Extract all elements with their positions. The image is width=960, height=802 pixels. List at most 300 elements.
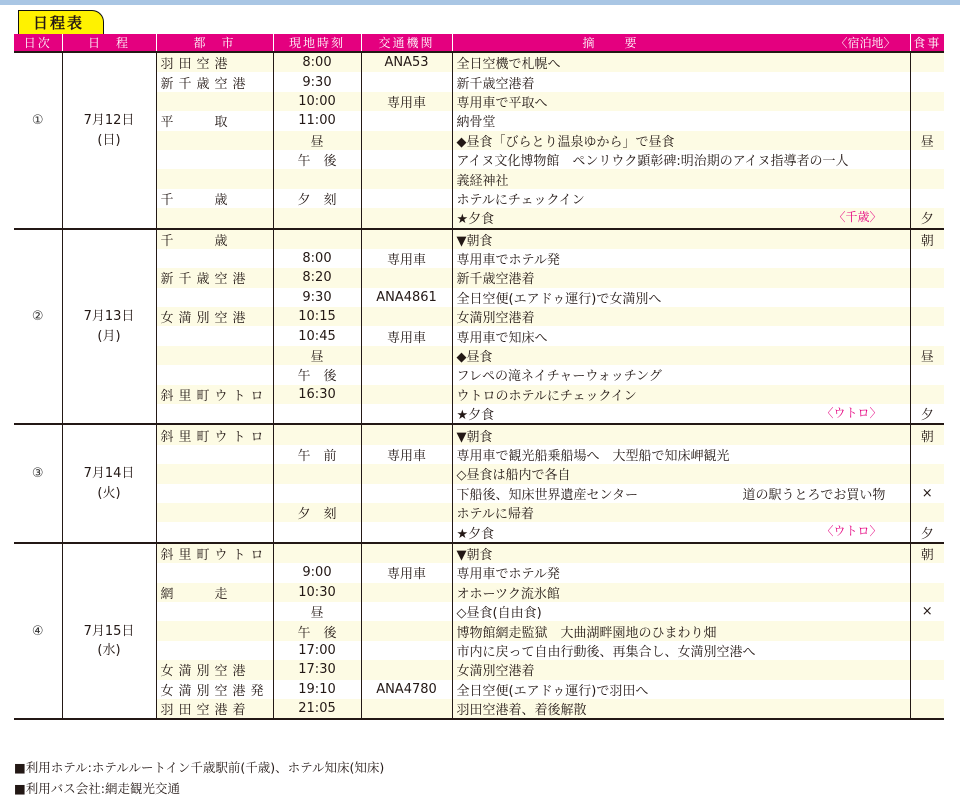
date-cell bbox=[62, 169, 156, 188]
meal-cell: × bbox=[910, 602, 944, 621]
day-number bbox=[14, 404, 62, 424]
transport-cell bbox=[361, 111, 452, 130]
transport-cell: 専用車 bbox=[361, 249, 452, 268]
summary-cell bbox=[452, 464, 910, 483]
date-cell bbox=[62, 229, 156, 249]
transport-cell bbox=[361, 385, 452, 404]
summary-cell bbox=[452, 385, 910, 404]
date-cell bbox=[62, 424, 156, 444]
city-cell: 羽田空港着 bbox=[156, 699, 273, 719]
table-row bbox=[14, 543, 944, 563]
date-cell: 7月13日 bbox=[62, 307, 156, 326]
meal-cell: 朝 bbox=[910, 424, 944, 444]
table-row bbox=[14, 563, 944, 582]
header-meal: 食事 bbox=[910, 34, 944, 52]
day-number bbox=[14, 680, 62, 699]
city-cell bbox=[156, 150, 273, 169]
table-row bbox=[14, 660, 944, 679]
date-cell bbox=[62, 583, 156, 602]
header-city: 都 市 bbox=[156, 34, 273, 52]
summary-text: ◇昼食は船内で各自 bbox=[456, 468, 571, 484]
day-number bbox=[14, 92, 62, 111]
time-cell bbox=[273, 424, 361, 444]
time-cell bbox=[273, 404, 361, 424]
summary-cell bbox=[452, 268, 910, 287]
summary-text: 義経神社 bbox=[456, 173, 509, 189]
transport-cell: ANA4861 bbox=[361, 288, 452, 307]
time-cell: 8:20 bbox=[273, 268, 361, 287]
date-cell bbox=[62, 208, 156, 228]
day-number bbox=[14, 169, 62, 188]
day-number bbox=[14, 424, 62, 444]
summary-text: アイヌ文化博物館 ペンリウク顕彰碑:明治期のアイヌ指導者の一人 bbox=[456, 154, 849, 170]
transport-cell bbox=[361, 346, 452, 365]
table-row bbox=[14, 72, 944, 91]
time-cell: 昼 bbox=[273, 131, 361, 150]
transport-cell bbox=[361, 150, 452, 169]
meal-cell: 夕 bbox=[910, 404, 944, 424]
meal-cell: 夕 bbox=[910, 208, 944, 228]
transport-cell bbox=[361, 131, 452, 150]
summary-cell bbox=[452, 346, 910, 365]
meal-cell: 昼 bbox=[910, 346, 944, 365]
time-cell: 夕 刻 bbox=[273, 189, 361, 208]
transport-cell bbox=[361, 268, 452, 287]
lodging-label: 〈ウトロ〉 bbox=[821, 406, 882, 421]
summary-text: ホテルに帰着 bbox=[456, 507, 534, 523]
summary-text: 女満別空港着 bbox=[456, 311, 535, 327]
summary-cell bbox=[452, 189, 910, 208]
summary-text: ★夕食 bbox=[456, 408, 495, 424]
summary-text: ウトロのホテルにチェックイン bbox=[456, 388, 637, 404]
table-row bbox=[14, 52, 944, 72]
day-number bbox=[14, 543, 62, 563]
date-cell bbox=[62, 699, 156, 719]
summary-text: 全日空便(エアドゥ運行)で羽田へ bbox=[456, 683, 649, 699]
date-cell bbox=[62, 660, 156, 679]
date-cell: (日) bbox=[62, 131, 156, 150]
day-number bbox=[14, 288, 62, 307]
day-number bbox=[14, 208, 62, 228]
schedule-table bbox=[14, 34, 944, 720]
summary-cell bbox=[452, 563, 910, 582]
transport-cell: 専用車 bbox=[361, 92, 452, 111]
date-cell: 7月14日 bbox=[62, 464, 156, 483]
day-number bbox=[14, 326, 62, 345]
meal-cell bbox=[910, 52, 944, 72]
transport-cell bbox=[361, 365, 452, 384]
summary-cell bbox=[452, 424, 910, 444]
time-cell: 昼 bbox=[273, 346, 361, 365]
day-number bbox=[14, 699, 62, 719]
date-cell: 7月15日 bbox=[62, 621, 156, 640]
schedule-title: 日程表 bbox=[18, 10, 104, 34]
city-cell bbox=[156, 288, 273, 307]
time-cell bbox=[273, 464, 361, 483]
summary-cell bbox=[452, 680, 910, 699]
transport-cell bbox=[361, 699, 452, 719]
city-cell: 網 走 bbox=[156, 583, 273, 602]
summary-text: 専用車でホテル発 bbox=[456, 567, 560, 583]
city-cell bbox=[156, 404, 273, 424]
summary-cell bbox=[452, 307, 910, 326]
transport-cell: 専用車 bbox=[361, 563, 452, 582]
day-number bbox=[14, 641, 62, 660]
transport-cell bbox=[361, 307, 452, 326]
city-cell bbox=[156, 326, 273, 345]
summary-text: 市内に戻って自由行動後、再集合し、女満別空港へ bbox=[456, 644, 756, 660]
table-row bbox=[14, 268, 944, 287]
city-cell: 千 歳 bbox=[156, 229, 273, 249]
summary-text: オホーツク流氷館 bbox=[456, 586, 560, 602]
time-cell: 9:30 bbox=[273, 72, 361, 91]
summary-text: 新千歳空港着 bbox=[456, 272, 535, 288]
meal-cell bbox=[910, 385, 944, 404]
date-cell bbox=[62, 268, 156, 287]
day-block bbox=[14, 52, 944, 229]
date-cell: (水) bbox=[62, 641, 156, 660]
summary-cell bbox=[452, 365, 910, 384]
summary-text: 新千歳空港着 bbox=[456, 76, 535, 92]
transport-cell bbox=[361, 602, 452, 621]
meal-cell bbox=[910, 699, 944, 719]
transport-cell bbox=[361, 72, 452, 91]
meal-cell bbox=[910, 583, 944, 602]
date-cell bbox=[62, 543, 156, 563]
summary-text: 専用車で平取へ bbox=[456, 95, 548, 111]
header-lodging: 〈宿泊地〉 bbox=[835, 36, 896, 50]
time-cell: 10:45 bbox=[273, 326, 361, 345]
date-cell bbox=[62, 522, 156, 542]
summary-text: ◇昼食(自由食) bbox=[456, 606, 542, 622]
table-row bbox=[14, 621, 944, 640]
meal-cell: 昼 bbox=[910, 131, 944, 150]
date-cell bbox=[62, 52, 156, 72]
meal-cell bbox=[910, 445, 944, 464]
summary-cell bbox=[452, 288, 910, 307]
date-cell: 7月12日 bbox=[62, 111, 156, 130]
table-row bbox=[14, 680, 944, 699]
summary-cell bbox=[452, 660, 910, 679]
day-number bbox=[14, 150, 62, 169]
table-row bbox=[14, 288, 944, 307]
summary-text: ◆昼食「びらとり温泉ゆから」で昼食 bbox=[456, 134, 675, 150]
summary-text: ▼朝食 bbox=[456, 547, 493, 563]
note-hotels: ■利用ホテル:ホテルルートイン千歳駅前(千歳)、ホテル知床(知床) bbox=[14, 760, 385, 775]
summary-cell bbox=[452, 621, 910, 640]
summary-cell bbox=[452, 150, 910, 169]
table-row bbox=[14, 365, 944, 384]
meal-cell bbox=[910, 365, 944, 384]
meal-cell bbox=[910, 660, 944, 679]
city-cell bbox=[156, 641, 273, 660]
table-row bbox=[14, 424, 944, 444]
summary-cell bbox=[452, 208, 910, 228]
transport-cell bbox=[361, 424, 452, 444]
meal-cell bbox=[910, 621, 944, 640]
table-row bbox=[14, 484, 944, 503]
city-cell bbox=[156, 346, 273, 365]
date-cell bbox=[62, 150, 156, 169]
day-number bbox=[14, 249, 62, 268]
summary-cell bbox=[452, 111, 910, 130]
day-number bbox=[14, 52, 62, 72]
city-cell: 新千歳空港 bbox=[156, 72, 273, 91]
day-block bbox=[14, 424, 944, 542]
date-cell bbox=[62, 92, 156, 111]
summary-text: ホテルにチェックイン bbox=[456, 192, 585, 208]
date-cell bbox=[62, 346, 156, 365]
city-cell: 千 歳 bbox=[156, 189, 273, 208]
transport-cell bbox=[361, 464, 452, 483]
meal-cell bbox=[910, 150, 944, 169]
transport-cell: ANA4780 bbox=[361, 680, 452, 699]
day-number: ① bbox=[14, 111, 62, 130]
day-number bbox=[14, 131, 62, 150]
meal-cell bbox=[910, 307, 944, 326]
time-cell: 10:00 bbox=[273, 92, 361, 111]
time-cell: 10:30 bbox=[273, 583, 361, 602]
time-cell: 午 後 bbox=[273, 365, 361, 384]
city-cell bbox=[156, 445, 273, 464]
summary-extra: 道の駅うとろでお買い物 bbox=[742, 487, 886, 503]
time-cell: 午 後 bbox=[273, 150, 361, 169]
city-cell: 斜里町ウトロ bbox=[156, 385, 273, 404]
summary-cell bbox=[452, 522, 910, 542]
summary-text: 納骨堂 bbox=[456, 115, 496, 131]
day-number bbox=[14, 229, 62, 249]
summary-cell bbox=[452, 602, 910, 621]
lodging-label: 〈千歳〉 bbox=[833, 210, 882, 225]
summary-cell bbox=[452, 699, 910, 719]
time-cell: 11:00 bbox=[273, 111, 361, 130]
city-cell: 斜里町ウトロ bbox=[156, 543, 273, 563]
table-row bbox=[14, 699, 944, 719]
date-cell bbox=[62, 563, 156, 582]
meal-cell: 夕 bbox=[910, 522, 944, 542]
date-cell bbox=[62, 288, 156, 307]
table-row bbox=[14, 464, 944, 483]
city-cell bbox=[156, 563, 273, 582]
time-cell: 17:30 bbox=[273, 660, 361, 679]
table-row bbox=[14, 385, 944, 404]
city-cell: 女満別空港 bbox=[156, 660, 273, 679]
summary-cell bbox=[452, 543, 910, 563]
time-cell bbox=[273, 522, 361, 542]
meal-cell bbox=[910, 169, 944, 188]
city-cell: 新千歳空港 bbox=[156, 268, 273, 287]
day-number bbox=[14, 563, 62, 582]
city-cell bbox=[156, 131, 273, 150]
transport-cell bbox=[361, 169, 452, 188]
city-cell bbox=[156, 92, 273, 111]
summary-text: ▼朝食 bbox=[456, 233, 493, 249]
city-cell bbox=[156, 249, 273, 268]
summary-text: ★夕食 bbox=[456, 526, 495, 542]
table-row bbox=[14, 92, 944, 111]
transport-cell bbox=[361, 522, 452, 542]
day-number bbox=[14, 583, 62, 602]
header-transport: 交通機関 bbox=[361, 34, 452, 52]
time-cell: 19:10 bbox=[273, 680, 361, 699]
city-cell bbox=[156, 169, 273, 188]
table-row bbox=[14, 189, 944, 208]
date-cell bbox=[62, 602, 156, 621]
date-cell bbox=[62, 365, 156, 384]
city-cell: 女満別空港発 bbox=[156, 680, 273, 699]
summary-cell bbox=[452, 641, 910, 660]
day-block bbox=[14, 543, 944, 720]
summary-cell bbox=[452, 503, 910, 522]
date-cell bbox=[62, 249, 156, 268]
day-number bbox=[14, 602, 62, 621]
table-row bbox=[14, 326, 944, 345]
day-number: ③ bbox=[14, 464, 62, 483]
transport-cell bbox=[361, 660, 452, 679]
summary-text: 羽田空港着、着後解散 bbox=[456, 703, 587, 719]
summary-cell bbox=[452, 249, 910, 268]
table-row bbox=[14, 641, 944, 660]
day-number bbox=[14, 268, 62, 287]
transport-cell bbox=[361, 484, 452, 503]
time-cell: 午 前 bbox=[273, 445, 361, 464]
transport-cell bbox=[361, 208, 452, 228]
date-cell bbox=[62, 445, 156, 464]
meal-cell: 朝 bbox=[910, 229, 944, 249]
time-cell: 8:00 bbox=[273, 249, 361, 268]
date-cell bbox=[62, 72, 156, 91]
transport-cell bbox=[361, 641, 452, 660]
meal-cell: × bbox=[910, 484, 944, 503]
city-cell bbox=[156, 522, 273, 542]
day-number bbox=[14, 385, 62, 404]
transport-cell bbox=[361, 404, 452, 424]
transport-cell bbox=[361, 503, 452, 522]
time-cell: 8:00 bbox=[273, 52, 361, 72]
summary-cell bbox=[452, 169, 910, 188]
summary-text: 専用車でホテル発 bbox=[456, 253, 560, 269]
table-row bbox=[14, 150, 944, 169]
time-cell bbox=[273, 208, 361, 228]
city-cell bbox=[156, 503, 273, 522]
transport-cell: ANA53 bbox=[361, 52, 452, 72]
time-cell: 16:30 bbox=[273, 385, 361, 404]
summary-cell bbox=[452, 92, 910, 111]
table-row bbox=[14, 404, 944, 424]
table-row bbox=[14, 229, 944, 249]
summary-cell bbox=[452, 583, 910, 602]
meal-cell bbox=[910, 326, 944, 345]
summary-text: 専用車で観光船乗船場へ 大型船で知床岬観光 bbox=[456, 449, 730, 464]
time-cell: 9:00 bbox=[273, 563, 361, 582]
table-header-row bbox=[14, 34, 944, 52]
transport-cell bbox=[361, 229, 452, 249]
city-cell bbox=[156, 464, 273, 483]
city-cell bbox=[156, 484, 273, 503]
summary-text: フレペの滝ネイチャーウォッチング bbox=[456, 369, 662, 385]
table-row bbox=[14, 583, 944, 602]
table-row bbox=[14, 522, 944, 542]
day-number bbox=[14, 365, 62, 384]
date-cell bbox=[62, 503, 156, 522]
city-cell: 平 取 bbox=[156, 111, 273, 130]
day-number: ④ bbox=[14, 621, 62, 640]
meal-cell bbox=[910, 72, 944, 91]
table-row bbox=[14, 111, 944, 130]
date-cell bbox=[62, 680, 156, 699]
meal-cell bbox=[910, 92, 944, 111]
summary-text: 専用車で知床へ bbox=[456, 330, 548, 346]
table-row bbox=[14, 131, 944, 150]
time-cell: 昼 bbox=[273, 602, 361, 621]
table-row bbox=[14, 208, 944, 228]
day-block bbox=[14, 229, 944, 425]
day-number bbox=[14, 445, 62, 464]
time-cell: 9:30 bbox=[273, 288, 361, 307]
time-cell: 21:05 bbox=[273, 699, 361, 719]
summary-text: 全日空機で札幌へ bbox=[456, 57, 561, 73]
transport-cell: 専用車 bbox=[361, 326, 452, 345]
date-cell: (月) bbox=[62, 326, 156, 345]
summary-cell bbox=[452, 131, 910, 150]
table-row bbox=[14, 445, 944, 464]
summary-cell bbox=[452, 484, 910, 503]
table-row bbox=[14, 249, 944, 268]
transport-cell bbox=[361, 189, 452, 208]
header-day: 日次 bbox=[14, 34, 62, 52]
summary-cell bbox=[452, 445, 910, 464]
time-cell: 夕 刻 bbox=[273, 503, 361, 522]
date-cell bbox=[62, 385, 156, 404]
time-cell: 午 後 bbox=[273, 621, 361, 640]
day-number bbox=[14, 660, 62, 679]
summary-cell bbox=[452, 52, 910, 72]
meal-cell bbox=[910, 288, 944, 307]
summary-text: 下船後、知床世界遺産センター bbox=[456, 487, 638, 503]
day-number bbox=[14, 189, 62, 208]
day-number bbox=[14, 503, 62, 522]
meal-cell bbox=[910, 268, 944, 287]
summary-cell bbox=[452, 404, 910, 424]
city-cell: 羽田空港 bbox=[156, 52, 273, 72]
city-cell: 女満別空港 bbox=[156, 307, 273, 326]
table-row bbox=[14, 602, 944, 621]
date-cell bbox=[62, 189, 156, 208]
meal-cell bbox=[910, 111, 944, 130]
day-number: ② bbox=[14, 307, 62, 326]
transport-cell bbox=[361, 543, 452, 563]
table-row bbox=[14, 307, 944, 326]
day-number bbox=[14, 346, 62, 365]
summary-text: ★夕食 bbox=[456, 212, 495, 228]
header-date: 日 程 bbox=[62, 34, 156, 52]
lodging-label: 〈ウトロ〉 bbox=[821, 524, 882, 539]
notes bbox=[14, 757, 384, 799]
transport-cell: 専用車 bbox=[361, 445, 452, 464]
summary-text: 博物館網走監獄 大曲湖畔園地のひまわり畑 bbox=[456, 625, 717, 641]
time-cell bbox=[273, 229, 361, 249]
meal-cell: 朝 bbox=[910, 543, 944, 563]
meal-cell bbox=[910, 563, 944, 582]
summary-text: 女満別空港着 bbox=[456, 664, 535, 680]
summary-cell bbox=[452, 326, 910, 345]
transport-cell bbox=[361, 621, 452, 640]
summary-text: ▼朝食 bbox=[456, 429, 493, 445]
time-cell: 10:15 bbox=[273, 307, 361, 326]
summary-cell bbox=[452, 72, 910, 91]
header-time: 現地時刻 bbox=[273, 34, 361, 52]
meal-cell bbox=[910, 503, 944, 522]
